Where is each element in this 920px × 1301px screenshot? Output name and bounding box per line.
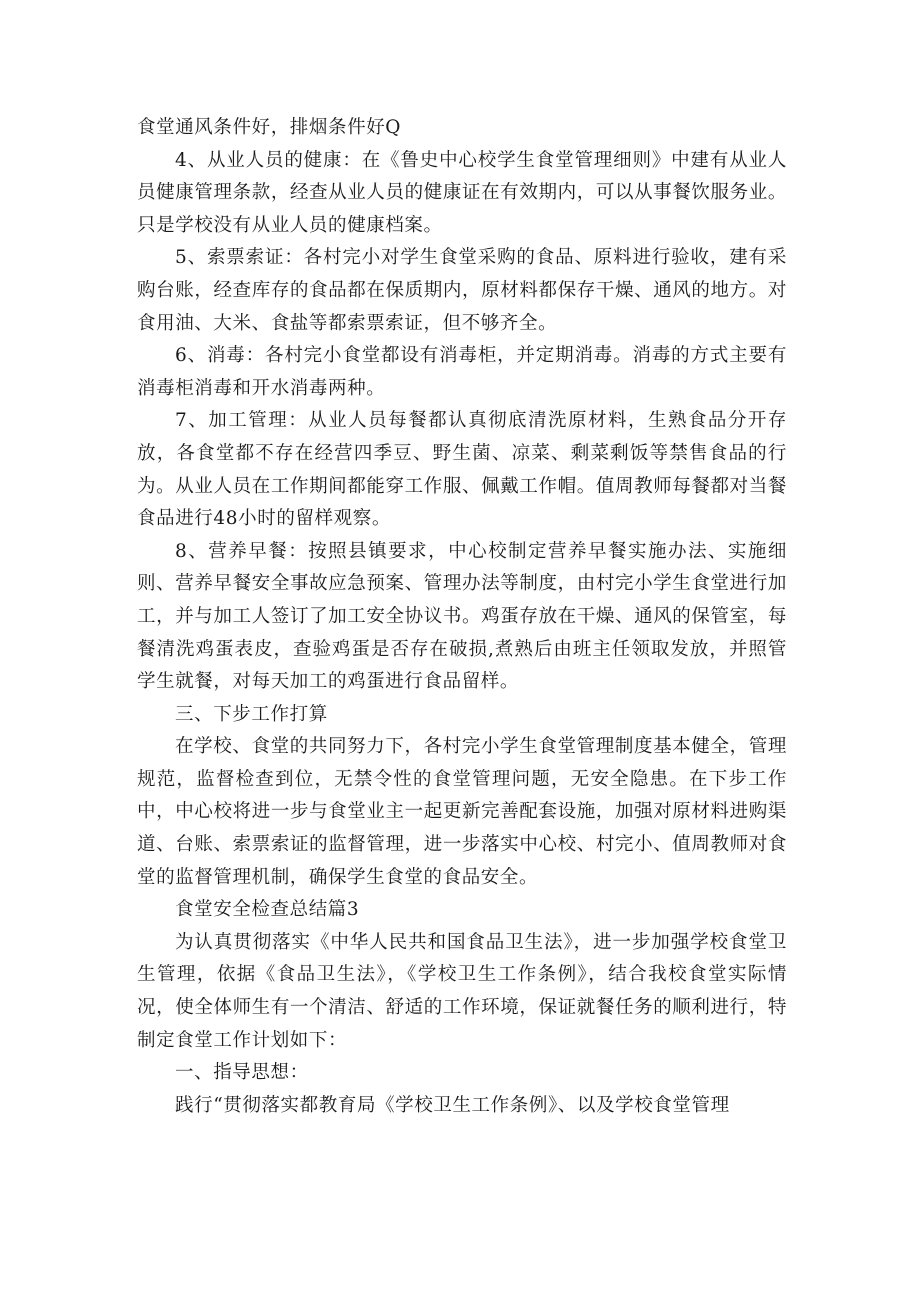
paragraph-staff-health: 4、从业人员的健康：在《鲁史中心校学生食堂管理细则》中建有从业人员健康管理条款，经查从业人员的健康证在有效期内，可以从事餐饮服务业。只是学校没有从业人员的健康档案。 bbox=[137, 149, 787, 236]
paragraph-next-steps: 在学校、食堂的共同努力下，各村完小学生食堂管理制度基本健全，管理规范，监督检查到位，无禁令性的食堂管理问题，无安全隐患。在下步工作中，中心校将进一步与食堂业主一起更新完善配套设施，加强对原材料进购渠道、台账、索票索证的监督管理，进一步落实中心校、村完小、值周教师对食堂的监督管理机制，确保学生食堂的食品安全。 bbox=[137, 736, 787, 888]
paragraph-receipts: 5、索票索证：各村完小对学生食堂采购的食品、原料进行验收，建有采购台账，经查库存的食品都在保质期内，原材料都保存干燥、通风的地方。对食用油、大米、食盐等都索票索证，但不够齐全。 bbox=[137, 247, 787, 334]
article-title: 食堂安全检查总结篇3 bbox=[175, 899, 360, 921]
section-heading-guiding-thought: 一、指导思想： bbox=[175, 1062, 309, 1084]
paragraph-guiding-thought: 践行“贯彻落实都教育局《学校卫生工作条例》、以及学校食堂管理 bbox=[175, 1094, 730, 1116]
paragraph-processing: 7、加工管理：从业人员每餐都认真彻底清洗原材料，生熟食品分开存放，各食堂都不存在经营四季豆、野生菌、凉菜、剩菜剩饭等禁售食品的行为。从业人员在工作期间都能穿工作服、佩戴工作帽。值周教师每餐都对当餐食品进行48小时的留样观察。 bbox=[137, 410, 787, 530]
paragraph-intro: 为认真贯彻落实《中华人民共和国食品卫生法》，进一步加强学校食堂卫生管理，依据《食品卫生法》，《学校卫生工作条例》，结合我校食堂实际情况，使全体师生有一个清洁、舒适的工作环境，保证就餐任务的顺利进行，特制定食堂工作计划如下： bbox=[137, 931, 787, 1051]
paragraph-breakfast: 8、营养早餐：按照县镇要求，中心校制定营养早餐实施办法、实施细则、营养早餐安全事故应急预案、管理办法等制度，由村完小学生食堂进行加工，并与加工人签订了加工安全协议书。鸡蛋存放在干燥、通风的保管室，每餐清洗鸡蛋表皮，查验鸡蛋是否存在破损,煮熟后由班主任领取发放，并照管学生就餐，对每天加工的鸡蛋进行食品留样。 bbox=[137, 540, 787, 693]
section-heading-next-steps: 三、下步工作打算 bbox=[175, 703, 328, 725]
paragraph-disinfection: 6、消毒：各村完小食堂都设有消毒柜，并定期消毒。消毒的方式主要有消毒柜消毒和开水消毒两种。 bbox=[137, 345, 787, 399]
paragraph-ventilation: 食堂通风条件好，排烟条件好Q bbox=[137, 117, 402, 138]
document-body bbox=[137, 112, 787, 1122]
